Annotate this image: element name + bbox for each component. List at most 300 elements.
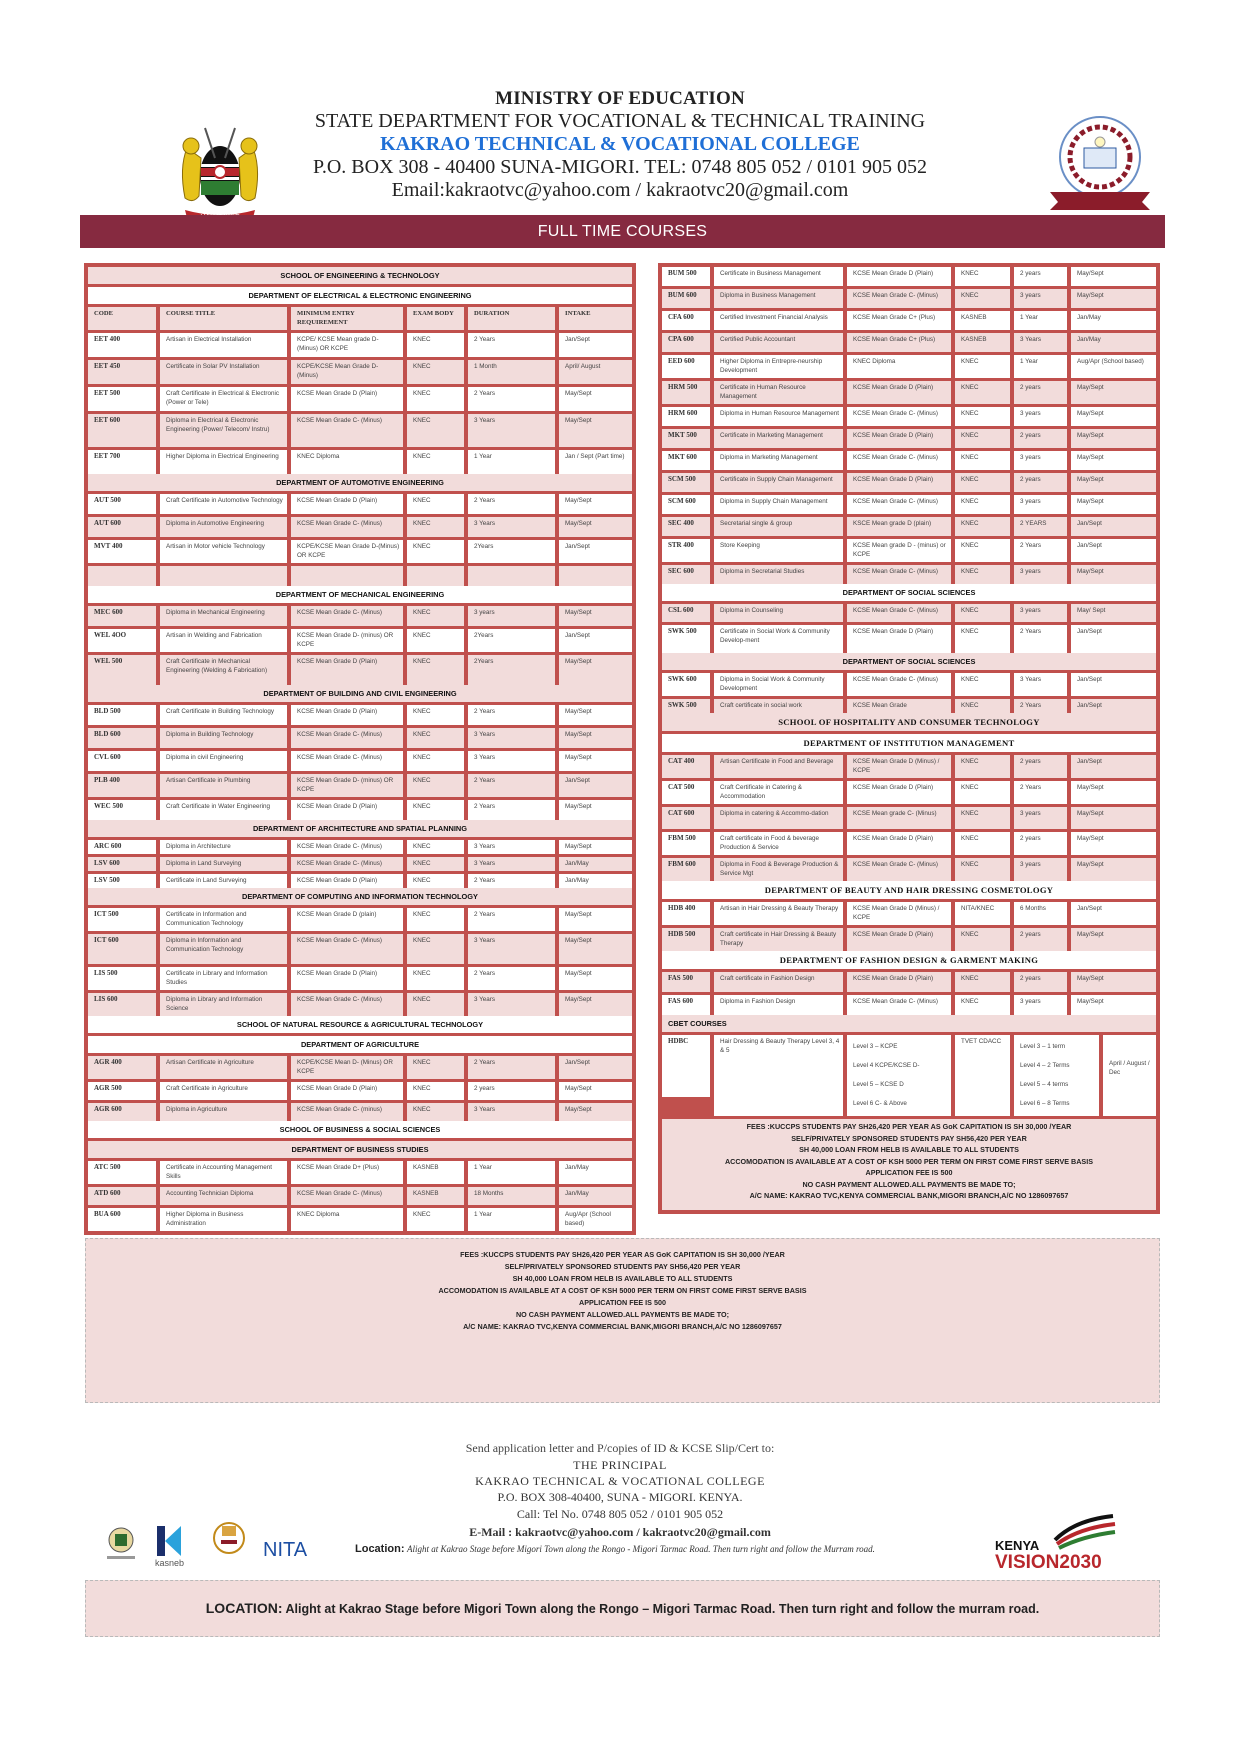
table-row [88,774,632,797]
course-title: Diploma in Architecture [160,840,287,854]
exam-body: KNEC [407,494,464,514]
requirement-item: Level 5 – KCSE D [853,1081,904,1088]
intake: Jan / Sept (Part time) [559,450,632,474]
duration: 3 years [1014,858,1067,881]
intake: May/Sept [1071,451,1156,470]
entry-requirement: KCSE Mean Grade [847,699,951,713]
entry-requirement: KCSE Mean Grade C- (Minus) [291,728,403,748]
footer-address: P.O. BOX 308-40400, SUNA - MIGORI. KENYA. [497,1490,743,1504]
duration: 3 Years [468,751,555,771]
course-title: Certificate in Library and Information Studies [160,967,287,990]
footer-location [355,1543,875,1555]
duration: 3 Years [468,993,555,1016]
course-title: Certified Investment Financial Analysis [714,311,843,330]
course-code: CAT 400 [662,755,710,778]
duration: 2 Years [468,967,555,990]
course-code: BLD 500 [88,705,156,725]
course-code: AUT 600 [88,517,156,537]
entry-requirement: KSCE Mean grade D (plain) [847,517,951,536]
duration: 2 Years [468,1056,555,1079]
intake: May/Sept [559,1082,632,1100]
fees-notice-box [85,1238,1160,1403]
exam-body: KNEC [955,495,1010,514]
exam-body: KNEC [407,993,464,1016]
table-row [88,494,632,514]
course-code: AGR 500 [88,1082,156,1100]
entry-requirement: KCSE Mean Grade D (Plain) [847,267,951,286]
duration [468,566,555,586]
exam-body: KNEC [955,451,1010,470]
course-code: SCM 600 [662,495,710,514]
table-row [662,565,1156,584]
duration: 3 years [1014,407,1067,426]
course-code: CAT 500 [662,781,710,804]
exam-body: KNEC [407,333,464,357]
department-heading: DEPARTMENT OF SOCIAL SCIENCES [662,584,1156,601]
department-heading: DEPARTMENT OF INSTITUTION MANAGEMENT [662,734,1156,752]
table-row [88,333,632,357]
entry-requirement: KCSE Mean grade D - (minus) or KCPE [847,539,951,562]
nita-logo-icon [261,1534,331,1564]
send-instructions: Send application letter and P/copies of ID & KCSE Slip/Cert to: [465,1441,775,1455]
intake: May/Sept [1071,807,1156,829]
table-row [662,311,1156,330]
course-title: Artisan in Motor vehicle Technology [160,540,287,563]
entry-requirement: KCSE Mean Grade C- (Minus) [291,517,403,537]
course-code: SWK 500 [662,699,710,713]
course-title: Artisan Certificate in Agriculture [160,1056,287,1079]
course-code: ICT 600 [88,934,156,964]
course-code: WEL 4OO [88,629,156,652]
course-code: AUT 500 [88,494,156,514]
exam-body: KNEC [955,995,1010,1015]
intake: Jan/Sept [559,629,632,652]
entry-requirement: KCSE Mean Grade D- (minus) OR KCPE [291,774,403,797]
intake: May/Sept [1071,781,1156,804]
course-code: HDBC [662,1035,710,1097]
course-title: Hair Dressing & Beauty Therapy Level 3, 4 & 5 [714,1035,843,1116]
duration: 2 Years [468,774,555,797]
table-row [88,705,632,725]
intake: Jan/May [1071,311,1156,330]
exam-body: KNEC [407,908,464,931]
course-code: BLD 600 [88,728,156,748]
exam-body: KNEC [407,450,464,474]
full-time-courses-banner: FULL TIME COURSES [80,215,1165,248]
entry-requirement: KCPE/KCSE Mean Grade D- (Minus) [291,360,403,384]
table-row [662,539,1156,562]
intake: May/Sept [1071,565,1156,584]
course-title: Higher Diploma in Business Administration [160,1208,287,1231]
entry-requirement: KCSE Mean Grade D (Plain) [291,387,403,411]
table-row [88,655,632,685]
footer-phone: Call: Tel No. 0748 805 052 / 0101 905 052 [516,1507,724,1521]
footer-college-name: KAKRAO TECHNICAL & VOCATIONAL COLLEGE [475,1474,765,1488]
location-label: Location: [355,1543,405,1555]
intake: May/Sept [1071,832,1156,855]
table-row [662,517,1156,536]
exam-body: KNEC [407,517,464,537]
entry-requirement: KCSE Mean grade C- (Minus) [847,807,951,829]
course-title: Diploma in Secretarial Studies [714,565,843,584]
course-title: Diploma in Business Management [714,289,843,308]
duration: 3 years [1014,807,1067,829]
course-title: Certificate in Solar PV Installation [160,360,287,384]
exam-body: KNEC [955,625,1010,653]
duration: 2 Years [468,705,555,725]
table-row [88,800,632,820]
course-title: Craft Certificate in Automotive Technology [160,494,287,514]
column-header: EXAM BODY [407,307,464,330]
location-box [85,1580,1160,1637]
intake: Jan/May [559,874,632,888]
requirement-item: Level 6 C- & Above [853,1100,907,1107]
intake: May/Sept [1071,928,1156,951]
entry-requirement: KCSE Mean Grade D (Minus) / KCPE [847,755,951,778]
entry-requirement: KCSE Mean Grade C- (Minus) [291,606,403,626]
course-code: ATC 500 [88,1161,156,1184]
department-heading: DEPARTMENT OF AGRICULTURE [88,1036,632,1053]
table-row [88,908,632,931]
table-row [662,928,1156,951]
department-heading: DEPARTMENT OF FASHION DESIGN & GARMENT MAKING [662,951,1156,969]
fees-line: ACCOMODATION IS AVAILABLE AT A COST OF KSH 5000 PER TERM ON FIRST COME FIRST SERVE BASIS [438,1286,807,1295]
course-title: Secretarial single & group [714,517,843,536]
entry-requirement: KCSE Mean Grade C- (Minus) [847,673,951,696]
course-title: Diploma in Electrical & Electronic Engineering (Power/ Telecom/ Instru) [160,414,287,447]
intake [559,566,632,586]
entry-requirement: KCSE Mean Grade C+ (Plus) [847,311,951,330]
knqa-logo-icon [103,1524,139,1564]
exam-body: KNEC [407,360,464,384]
entry-requirement: KNEC Diploma [291,1208,403,1231]
entry-requirement: KCSE Mean Grade D (Plain) [847,625,951,653]
course-title: Certificate in Accounting Management Skills [160,1161,287,1184]
exam-body: KNEC [407,387,464,411]
course-code: STR 400 [662,539,710,562]
entry-requirement: KCSE Mean Grade C- (Minus) [847,407,951,426]
duration: 1 Year [468,1161,555,1184]
column-header: CODE [88,307,156,330]
intake: May/Sept [559,728,632,748]
course-code: FBM 500 [662,832,710,855]
department-heading: DEPARTMENT OF ARCHITECTURE AND SPATIAL PLANNING [88,820,632,837]
intake: May/Sept [559,1103,632,1121]
duration: 1 Year [1014,311,1067,330]
intake: Jan/Sept [1071,902,1156,925]
course-code: AGR 400 [88,1056,156,1079]
course-title: Higher Diploma in Electrical Engineering [160,450,287,474]
course-code: WEL 500 [88,655,156,685]
partner-logos [103,1516,331,1568]
duration: 18 Months [468,1187,555,1205]
entry-requirement: KCSE Mean Grade D (Plain) [847,473,951,492]
exam-body: KNEC [955,355,1010,378]
course-title: Artisan in Electrical Installation [160,333,287,357]
kenya-vision-2030-logo-icon [995,1510,1125,1570]
intake: May/Sept [559,908,632,931]
course-code: PLB 400 [88,774,156,797]
course-code: HRM 500 [662,381,710,404]
table-row [662,673,1156,696]
intake: May/Sept [1071,381,1156,404]
duration: 3 years [1014,289,1067,308]
intake: Aug/Apr (School based) [1071,355,1156,378]
exam-body: KNEC [955,781,1010,804]
intake: Jan/Sept [1071,625,1156,653]
course-title: Craft Certificate in Agriculture [160,1082,287,1100]
fees-line: SH 40,000 LOAN FROM HELB IS AVAILABLE TO ALL STUDENTS [799,1145,1019,1154]
course-code: HDB 400 [662,902,710,925]
intake: May/Sept [559,800,632,820]
table-row [88,517,632,537]
course-title: Craft Certificate in Electrical & Electronic (Power or Tele) [160,387,287,411]
course-code: CSL 600 [662,604,710,622]
course-code [88,566,156,586]
exam-body: KNEC [407,728,464,748]
course-code: SWK 500 [662,625,710,653]
table-row [88,1187,632,1205]
entry-requirement: KCSE Mean Grade C- (Minus) [847,565,951,584]
intake: May/Sept [1071,995,1156,1015]
intake: May/Sept [1071,429,1156,448]
intake: Jan/Sept [559,774,632,797]
entry-requirement: KCSE Mean Grade C- (Minus) [291,934,403,964]
intake: May/Sept [559,606,632,626]
department-heading: DEPARTMENT OF MECHANICAL ENGINEERING [88,586,632,603]
intake: May/Sept [1071,858,1156,881]
fees-line: FEES :KUCCPS STUDENTS PAY SH26,420 PER YEAR AS GoK CAPITATION IS SH 30,000 /YEAR [746,1122,1072,1131]
intake: May/Sept [1071,495,1156,514]
course-code: EED 600 [662,355,710,378]
fees-line: A/C NAME: KAKRAO TVC,KENYA COMMERCIAL BANK,MIGORI BRANCH,A/C NO 1286097657 [463,1322,782,1331]
entry-requirement: KCSE Mean Grade D (Plain) [847,928,951,951]
exam-body: KNEC [407,800,464,820]
intake: May/Sept [559,751,632,771]
course-title: Certificate in Information and Communication Technology [160,908,287,931]
location-box-text: Alight at Kakrao Stage before Migori Town along the Rongo – Migori Tarmac Road. Then turn right and follow the murram road. [285,1602,1040,1616]
school-heading: SCHOOL OF ENGINEERING & TECHNOLOGY [88,267,632,284]
duration: 2 Years [1014,781,1067,804]
course-code: FBM 600 [662,858,710,881]
duration: 3 years [1014,495,1067,514]
course-code: ATD 600 [88,1187,156,1205]
duration: 3 Years [468,840,555,854]
fees-line: APPLICATION FEE IS 500 [865,1168,953,1177]
exam-body: KNEC [407,629,464,652]
exam-body: KNEC [407,540,464,563]
course-code: CAT 600 [662,807,710,829]
column-header: DURATION [468,307,555,330]
entry-requirement: KCSE Mean Grade D (Plain) [847,381,951,404]
course-code: HRM 600 [662,407,710,426]
exam-body: KNEC [955,289,1010,308]
entry-requirement: KCSE Mean Grade C- (Minus) [847,451,951,470]
table-row [88,1082,632,1100]
exam-body: KNEC [955,928,1010,951]
location-text: Alight at Kakrao Stage before Migori Town along the Rongo - Migori Tarmac Road. Then turn right and follow the Murram road. [407,1544,875,1554]
entry-requirement: KCSE Mean Grade D (Plain) [291,705,403,725]
duration-item: Level 5 – 4 terms [1020,1081,1069,1088]
exam-body: KNEC [955,473,1010,492]
intake: Jan/Sept [1071,673,1156,696]
intake: May/Sept [1071,972,1156,992]
exam-body: KNEC [407,606,464,626]
entry-requirement: KCSE Mean Grade D (Plain) [291,655,403,685]
course-code: LIS 500 [88,967,156,990]
intake: May/Sept [559,517,632,537]
department-heading: DEPARTMENT OF SOCIAL SCIENCES [662,653,1156,670]
column-header-row [88,307,632,330]
entry-requirement: KCSE Mean Grade D (Plain) [847,832,951,855]
entry-requirement: KCSE Mean Grade D (Plain) [291,874,403,888]
department-heading: DEPARTMENT OF AUTOMOTIVE ENGINEERING [88,474,632,491]
intake: Jan/Sept [1071,539,1156,562]
entry-requirement: KCSE Mean Grade D (Plain) [847,972,951,992]
duration: 3 Years [468,414,555,447]
intake: May/Sept [559,387,632,411]
table-row [88,993,632,1016]
fees-line: SELF/PRIVATELY SPONSORED STUDENTS PAY SH56,420 PER YEAR [504,1262,741,1271]
exam-body: KNEC [955,429,1010,448]
course-title: Artisan Certificate in Food and Beverage [714,755,843,778]
table-row [88,857,632,871]
intake: Jan/Sept [1071,699,1156,713]
entry-requirement: KCPE/KCSE Mean D- (Minus) OR KCPE [291,1056,403,1079]
exam-body: KNEC [955,517,1010,536]
exam-body: KASNEB [955,333,1010,352]
duration: 2Years [468,655,555,685]
intake: Jan/May [559,857,632,871]
footer-email: E-Mail : kakraotvc@yahoo.com / kakraotvc20@gmail.com [469,1525,771,1539]
entry-requirement: KCSE Mean Grade C- (Minus) [291,840,403,854]
table-row [88,1161,632,1184]
course-title: Diploma in Automotive Engineering [160,517,287,537]
duration: 1 Month [468,360,555,384]
svg-text:KENYA: KENYA [995,1538,1040,1553]
principal-label: THE PRINCIPAL [573,1458,667,1472]
school-heading: SCHOOL OF BUSINESS & SOCIAL SCIENCES [88,1121,632,1138]
duration: 2 Years [468,908,555,931]
college-logo-icon [1040,112,1160,212]
intake: May/Sept [1071,289,1156,308]
table-row [662,333,1156,352]
intake: April/ August [559,360,632,384]
course-title: Certificate in Marketing Management [714,429,843,448]
exam-body: KASNEB [407,1187,464,1205]
exam-body: KNEC [955,407,1010,426]
course-title: Craft certificate in Fashion Design [714,972,843,992]
exam-body: KNEC [955,673,1010,696]
course-title: Diploma in civil Engineering [160,751,287,771]
course-code: CVL 600 [88,751,156,771]
exam-body: KNEC [955,807,1010,829]
course-code: EET 600 [88,414,156,447]
exam-body: KNEC [955,604,1010,622]
exam-body: KNEC [407,774,464,797]
course-code: BUM 600 [662,289,710,308]
course-title: Craft Certificate in Water Engineering [160,800,287,820]
intake: Jan/Sept [1071,755,1156,778]
intake: Jan/May [1071,333,1156,352]
course-code: SCM 500 [662,473,710,492]
course-code: MEC 600 [88,606,156,626]
entry-requirement: KCSE Mean Grade C- (Minus) [847,858,951,881]
course-code: HDB 500 [662,928,710,951]
tvet-authority-logo-icon [209,1516,249,1564]
course-title: Accounting Technician Diploma [160,1187,287,1205]
table-row [662,858,1156,881]
svg-text:kasneb: kasneb [155,1558,185,1568]
fees-line: A/C NAME: KAKRAO TVC,KENYA COMMERCIAL BANK,MIGORI BRANCH,A/C NO 1286097657 [749,1191,1069,1200]
duration: 2 Years [1014,539,1067,562]
exam-body: KNEC [407,751,464,771]
duration: 2 Years [1014,625,1067,653]
table-row [88,566,632,586]
duration: 1 Year [1014,355,1067,378]
intake: May/Sept [1071,473,1156,492]
intake: May/ Sept [1071,604,1156,622]
course-code: FAS 600 [662,995,710,1015]
exam-body: KNEC [407,655,464,685]
table-row [662,429,1156,448]
entry-requirement: KCSE Mean Grade C- (Minus) [291,1187,403,1205]
table-row [662,355,1156,378]
course-code: CFA 600 [662,311,710,330]
course-title [160,566,287,586]
entry-requirements [847,1035,951,1116]
duration: 2Years [468,629,555,652]
duration: 6 Months [1014,902,1067,925]
department-heading: DEPARTMENT OF BEAUTY AND HAIR DRESSING COSMETOLOGY [662,881,1156,899]
left-course-table [84,263,636,1235]
duration: 3 years [1014,995,1067,1015]
school-heading: SCHOOL OF HOSPITALITY AND CONSUMER TECHNOLOGY [662,713,1156,731]
course-title: Artisan in Welding and Fabrication [160,629,287,652]
entry-requirement: KNEC Diploma [847,355,951,378]
duration: 3 Years [468,857,555,871]
fees-line: ACCOMODATION IS AVAILABLE AT A COST OF KSH 5000 PER TERM ON FIRST COME FIRST SERVE BASIS [724,1156,1094,1166]
duration: 2 Years [468,333,555,357]
requirement-item: Level 4 KCPE/KCSE D- [853,1062,920,1069]
duration-item: Level 4 – 2 Terms [1020,1062,1070,1069]
college-name: KAKRAO TECHNICAL & VOCATIONAL COLLEGE [380,133,860,155]
column-header: INTAKE [559,307,632,330]
table-row [88,629,632,652]
ministry-title: MINISTRY OF EDUCATION [495,88,745,109]
duration: 2 Years [1014,699,1067,713]
entry-requirement: KNEC Diploma [291,450,403,474]
intake: Jan/Sept [559,540,632,563]
right-course-table [658,263,1160,1214]
intake: Jan/Sept [559,1056,632,1079]
course-title: Diploma in Mechanical Engineering [160,606,287,626]
exam-body: KASNEB [955,311,1010,330]
table-row [88,360,632,384]
exam-body: KNEC [407,967,464,990]
duration-item: Level 3 – 1 term [1020,1043,1066,1050]
department-heading: DEPARTMENT OF ELECTRICAL & ELECTRONIC ENGINEERING [88,287,632,304]
table-row [662,625,1156,653]
duration: 2 years [1014,832,1067,855]
course-title: Diploma in Library and Information Science [160,993,287,1016]
duration-item: Level 6 – 8 Terms [1020,1100,1070,1107]
entry-requirement: KCSE Mean Grade C+ (Plus) [847,333,951,352]
svg-text:VISION2030: VISION2030 [995,1552,1102,1570]
table-row [662,289,1156,308]
exam-body [407,566,464,586]
course-code: EET 400 [88,333,156,357]
